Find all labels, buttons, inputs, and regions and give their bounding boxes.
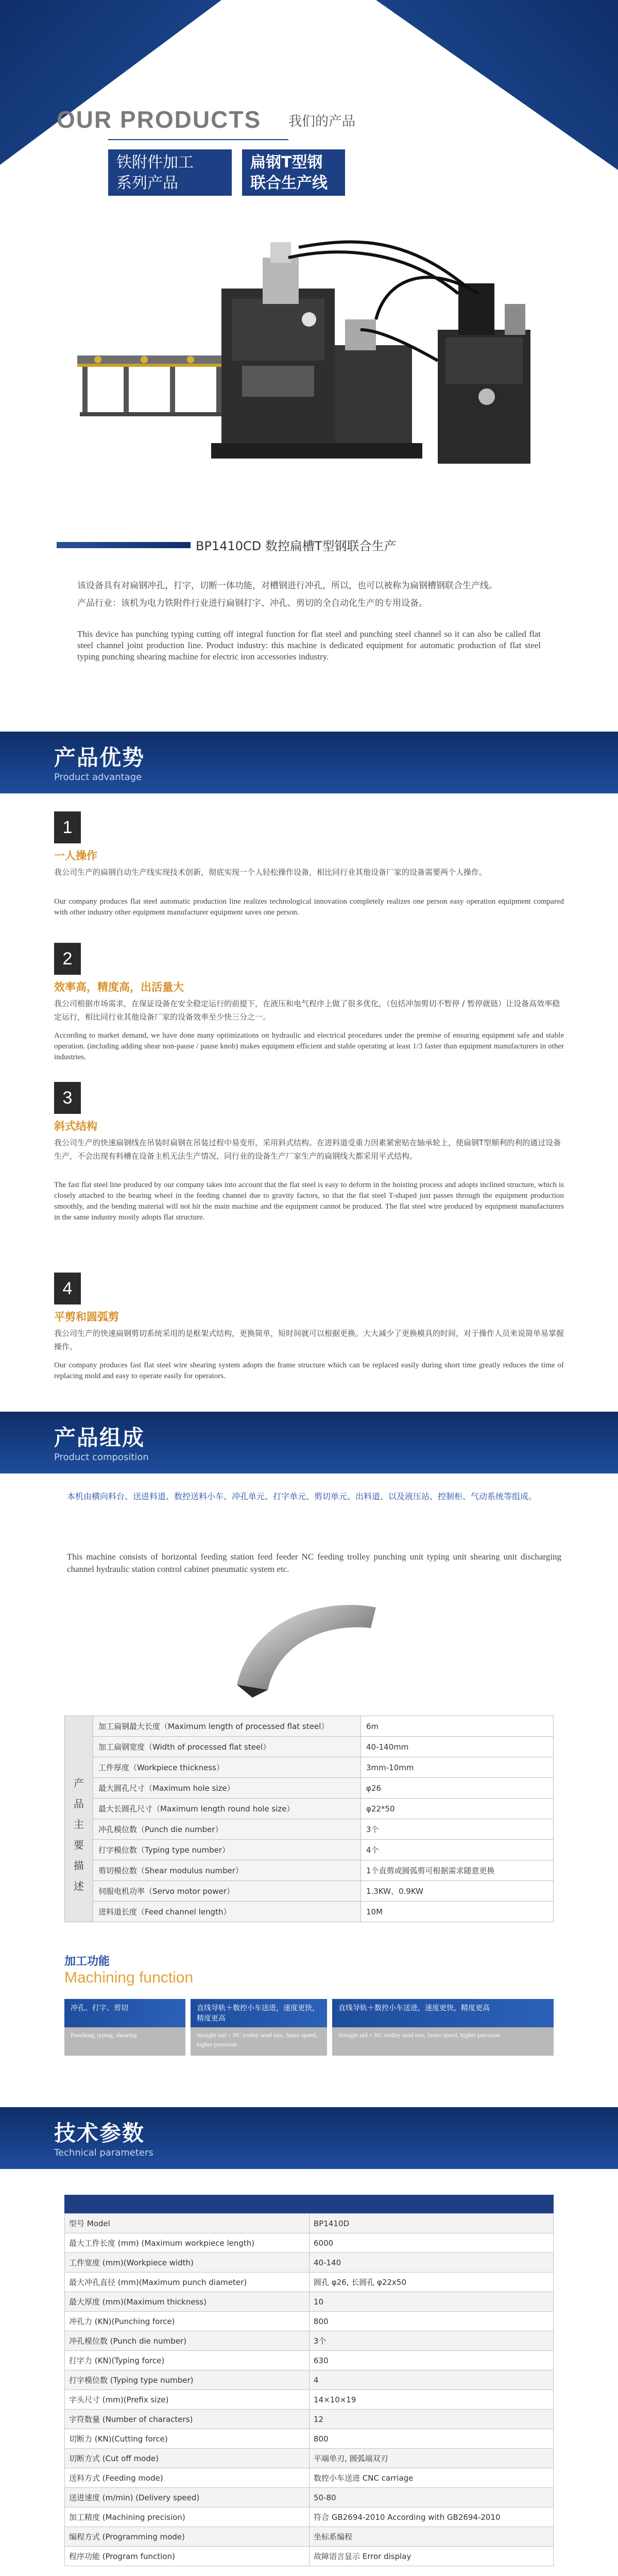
spec-side-char: 述: [74, 1879, 84, 1892]
table-row: [65, 2312, 554, 2331]
tech-value: 故障语言显示 Error display: [310, 2547, 554, 2566]
hero-title: OUR PRODUCTS: [57, 106, 262, 133]
tech-label: 送进速度 (m/min) (Delivery speed): [65, 2488, 310, 2507]
main-press-unit: [211, 242, 350, 459]
advantage-number: 1: [54, 811, 81, 843]
spec-side-char: 产: [74, 1776, 84, 1789]
table-row: [65, 2390, 554, 2410]
table-row: [65, 1778, 554, 1799]
section-title-cn: 产品组成: [54, 1425, 145, 1450]
tech-label: 字符数量 (Number of characters): [65, 2410, 310, 2429]
advantage-title: 斜式结构: [54, 1120, 97, 1132]
tech-label: 打字模位数 (Typing type number): [65, 2370, 310, 2390]
tech-value: 6000: [310, 2233, 554, 2253]
advantage-text-cn: 我公司生产的快速扁钢剪切系统采用的是框架式结构，更换简单，短时间就可以根据更换。大大减少了更换模具的时间，对于操作人员来说简单易掌握操作。: [54, 1329, 564, 1351]
advantage-number: 4: [54, 1273, 81, 1304]
advantage-title: 效率高，精度高，出活量大: [54, 981, 184, 993]
intro-cn-line2: 产品行业：该机为电力铁附件行业进行扁钢打字、冲孔、剪切的全自动化生产的专用设备。: [77, 598, 427, 608]
spec-value: 1个直剪或圆弧剪可根据需求随意更换: [361, 1860, 554, 1881]
spec-value: 1.3KW、0.9KW: [361, 1881, 554, 1902]
table-row: [65, 2292, 554, 2312]
product-intro-en: This device has punching typing cutting off integral function for flat steel and punching steel channel so it can also be called flat steel channel joint production line. Product industry: this machine is dedicated equipment for automatic production of flat steel typing punching shearing machine for electric iron accessories industry.: [77, 629, 541, 662]
tech-label: 加工精度 (Machining precision): [65, 2507, 310, 2527]
advantage-title: 平剪和圆弧剪: [54, 1311, 119, 1323]
spec-value: φ26: [361, 1778, 554, 1799]
table-row: [65, 1757, 554, 1778]
table-row: [65, 2253, 554, 2273]
spec-value: 6m: [361, 1716, 554, 1737]
section-title-cn: 产品优势: [54, 745, 145, 770]
table-row: [65, 1716, 554, 1737]
tech-label: 冲孔模位数 (Punch die number): [65, 2331, 310, 2351]
product-line-tag-line2: 联合生产线: [250, 174, 328, 192]
table-row: [65, 2233, 554, 2253]
tech-label: 切断力 (KN)(Cutting force): [65, 2429, 310, 2449]
function-box: [191, 1999, 327, 2056]
feed-conveyor: [77, 355, 232, 416]
table-row: [65, 1819, 554, 1840]
table-row: [65, 1902, 554, 1922]
function-box-cn: 冲孔、打字、剪切: [64, 1999, 185, 2027]
tech-value: 800: [310, 2429, 554, 2449]
tech-value: BP1410D: [310, 2214, 554, 2233]
spec-label: 进料道长度（Feed channel length）: [93, 1902, 361, 1922]
section-title-en: Product composition: [54, 1452, 149, 1463]
table-row: [65, 2488, 554, 2507]
table-row: [65, 1737, 554, 1757]
function-box: [332, 1999, 554, 2056]
spec-value: 3mm-10mm: [361, 1757, 554, 1778]
tech-table-header-bar: [64, 2195, 554, 2213]
shear-blade-image: [221, 1587, 391, 1705]
product-line-tag-line1: 扁钢T型钢: [250, 154, 323, 172]
composition-text-cn: 本机由横向料台、送进料道、数控送料小车、冲孔单元、打字单元、剪切单元、出料道、以及液压站、控制柜、气动系统等组成。: [67, 1492, 537, 1501]
series-tag-line2: 系列产品: [116, 174, 178, 192]
table-row: [65, 1881, 554, 1902]
spec-value: 10M: [361, 1902, 554, 1922]
function-box-en: Punching, typing, shearing: [64, 2027, 185, 2056]
table-row: [65, 2429, 554, 2449]
section-title-cn: 技术参数: [54, 2121, 145, 2146]
tech-value: 800: [310, 2312, 554, 2331]
spec-label: 打字模位数（Typing type number）: [93, 1840, 361, 1860]
caption-accent-bar: [57, 542, 191, 548]
tech-value: 4: [310, 2370, 554, 2390]
spec-side-char: 要: [74, 1838, 84, 1851]
hero-subtitle: 我们的产品: [288, 114, 356, 129]
hydraulic-station: [438, 283, 530, 464]
spec-side-char: 主: [74, 1818, 84, 1831]
tech-value: 14×10×19: [310, 2390, 554, 2410]
tech-value: 圆孔 φ26, 长圆孔 φ22x50: [310, 2273, 554, 2292]
table-row: [65, 1799, 554, 1819]
table-row: [65, 2351, 554, 2370]
product-line-tag: [242, 149, 345, 196]
series-tag: [108, 149, 232, 196]
product-caption-text: BP1410CD 数控扁槽T型钢联合生产: [196, 539, 397, 553]
advantage-text-en: Our company produces flat steel automatic production line realizes technological innovation completely realizes one person easy operation equipment compared with other industry other equipment manufacturer equipment saves one person.: [54, 897, 564, 917]
hero-divider: [108, 139, 288, 140]
spec-value: 40-140mm: [361, 1737, 554, 1757]
table-row: [65, 2547, 554, 2566]
spec-label: 剪切模位数（Shear modulus number）: [93, 1860, 361, 1881]
tech-label: 最大工件长度 (mm) (Maximum workpiece length): [65, 2233, 310, 2253]
tech-label: 程序功能 (Program function): [65, 2547, 310, 2566]
advantage-text-cn: 我公司生产的快速扁钢线在吊装时扁钢在吊装过程中易变形，采用斜式结构。在进料道受重力因素紧密贴在轴承轮上，使扁钢T型顺利的利的通过设备生产，不会出现有料槽在设备主机无法生产情况，同行业的设备生产厂家生产的扁钢线大都采用平式结构。: [54, 1138, 561, 1161]
spec-label: 冲孔模位数（Punch die number）: [93, 1819, 361, 1840]
table-row: [65, 1840, 554, 1860]
machine-illustration: [67, 227, 551, 495]
tech-value: 50-80: [310, 2488, 554, 2507]
table-row: [65, 2468, 554, 2488]
composition-text-en: This machine consists of horizontal feeding station feed feeder NC feeding trolley punching unit typing unit shearing unit discharging channel hydraulic station control cabinet pneumatic system etc.: [67, 1552, 561, 1574]
tech-label: 工件宽度 (mm)(Workpiece width): [65, 2253, 310, 2273]
section-header-tech: [0, 2107, 618, 2169]
advantage-title: 一人操作: [54, 850, 97, 862]
tech-label: 最大冲孔直径 (mm)(Maximum punch diameter): [65, 2273, 310, 2292]
tech-value: 平端单刃, 圆弧端双刃: [310, 2449, 554, 2468]
spec-table: [64, 1716, 554, 1922]
function-title-en: Machining function: [64, 1969, 194, 1986]
spec-side-char: 描: [74, 1859, 84, 1872]
tech-value: 630: [310, 2351, 554, 2370]
table-row: [65, 2527, 554, 2547]
tech-label: 最大厚度 (mm)(Maximum thickness): [65, 2292, 310, 2312]
tech-label: 切断方式 (Cut off mode): [65, 2449, 310, 2468]
hero-wedge-right: [376, 0, 618, 170]
spec-value: φ22*50: [361, 1799, 554, 1819]
spec-label: 伺服电机功率（Servo motor power）: [93, 1881, 361, 1902]
advantage-text-cn: 我公司生产的扁钢自动生产线实现技术创新，彻底实现一个人轻松操作设备，相比同行业其他设备厂家的设备需要两个人操作。: [54, 868, 487, 877]
tech-table: [64, 2213, 554, 2566]
section-title-en: Product advantage: [54, 772, 142, 783]
function-title-cn: 加工功能: [64, 1955, 110, 1968]
function-box-cn: 直线导轨＋数控小车送进，速度更快，精度更高: [332, 1999, 554, 2027]
tech-label: 型号 Model: [65, 2214, 310, 2233]
spec-side-label: [65, 1716, 93, 1922]
table-row: [65, 2370, 554, 2390]
tech-label: 送料方式 (Feeding mode): [65, 2468, 310, 2488]
tech-value: 数控小车送进 CNC carriage: [310, 2468, 554, 2488]
advantage-text-en: Our company produces fast flat steel wire shearing system adopts the frame structure which can be replaced easily during short time greatly reduces the time of replacing mold and easy to operate easily for operators.: [54, 1361, 564, 1380]
function-box: [64, 1999, 185, 2056]
product-intro-cn: [77, 577, 541, 612]
table-row: [65, 2214, 554, 2233]
shear-unit: [335, 319, 422, 459]
table-row: [65, 2331, 554, 2351]
function-box-cn: 直线导轨＋数控小车送进，速度更快，精度更高: [191, 1999, 327, 2027]
series-tag-line1: 铁附件加工: [116, 154, 194, 172]
tech-value: 40-140: [310, 2253, 554, 2273]
hero-wedge-left: [0, 0, 221, 165]
advantage-number: 2: [54, 943, 81, 975]
spec-value: 4个: [361, 1840, 554, 1860]
table-row: [65, 1860, 554, 1881]
function-box-en: Straight rail + NC trolley send into, faster speed, higher precision: [191, 2027, 327, 2056]
spec-label: 加工扁钢最大长度（Maximum length of processed flat steel）: [93, 1716, 361, 1737]
spec-side-char: 品: [74, 1797, 84, 1810]
hero-banner: [0, 0, 618, 216]
tech-label: 打字力 (KN)(Typing force): [65, 2351, 310, 2370]
spec-label: 加工扁钢宽度（Width of processed flat steel）: [93, 1737, 361, 1757]
spec-label: 最大圆孔尺寸（Maximum hole size）: [93, 1778, 361, 1799]
section-header-advantage: [0, 732, 618, 793]
tech-label: 冲孔力 (KN)(Punching force): [65, 2312, 310, 2331]
tech-label: 编程方式 (Programming mode): [65, 2527, 310, 2547]
advantage-text-en: The fast flat steel line produced by our company takes into account that the flat steel is easy to deform in the hoisting process and adopts inclined structure, which is closely attached to the bearing wheel in the feeding channel due to gravity factors, so that the flat steel T-shaped just passes through the equipment production smoothly, and the bending material will not hit the main machine and the equipment cannot be produced. The flat steel wire produced by equipment manufacturers in the same industry mostly adopts flat structure.: [54, 1181, 564, 1222]
spec-label: 工件厚度（Workpiece thickness）: [93, 1757, 361, 1778]
tech-value: 坐标系编程: [310, 2527, 554, 2547]
tech-value: 符合 GB2694-2010 According with GB2694-2010: [310, 2507, 554, 2527]
tech-value: 10: [310, 2292, 554, 2312]
advantage-text-en: According to market demand, we have done many optimizations on hydraulic and electrical procedures under the premise of ensuring equipment safe and stable operation. (including adding shear non-pause / pause knob) makes equipment efficient and stable operating at least 1/3 faster than equipment manufacturers in other industries.: [54, 1031, 564, 1061]
spec-value: 3个: [361, 1819, 554, 1840]
function-box-en: Straight rail + NC trolley send into, faster speed, higher precision: [332, 2027, 554, 2056]
advantage-number: 3: [54, 1082, 81, 1114]
table-row: [65, 2507, 554, 2527]
tech-label: 字头尺寸 (mm)(Prefix size): [65, 2390, 310, 2410]
advantage-text-cn: 我公司根据市场需求，在保证设备在安全稳定运行的前提下，在液压和电气程序上做了很多优化，（包括冲加剪切不暂停 / 暂停就链）让设备高效率稳定运行，相比同行业其他设备厂家的设备效率至少快三分之一。: [54, 999, 560, 1022]
table-row: [65, 2410, 554, 2429]
section-header-composition: [0, 1412, 618, 1473]
product-caption: [0, 536, 618, 556]
tech-value: 3个: [310, 2331, 554, 2351]
spec-label: 最大长圆孔尺寸（Maximum length round hole size）: [93, 1799, 361, 1819]
table-row: [65, 2273, 554, 2292]
section-title-en: Technical parameters: [54, 2147, 153, 2158]
intro-cn-line1: 该设备具有对扁钢冲孔，打字，切断一体功能，对槽钢进行冲孔，所以，也可以被称为扁钢槽钢联合生产线。: [77, 581, 497, 591]
table-row: [65, 2449, 554, 2468]
tech-value: 12: [310, 2410, 554, 2429]
